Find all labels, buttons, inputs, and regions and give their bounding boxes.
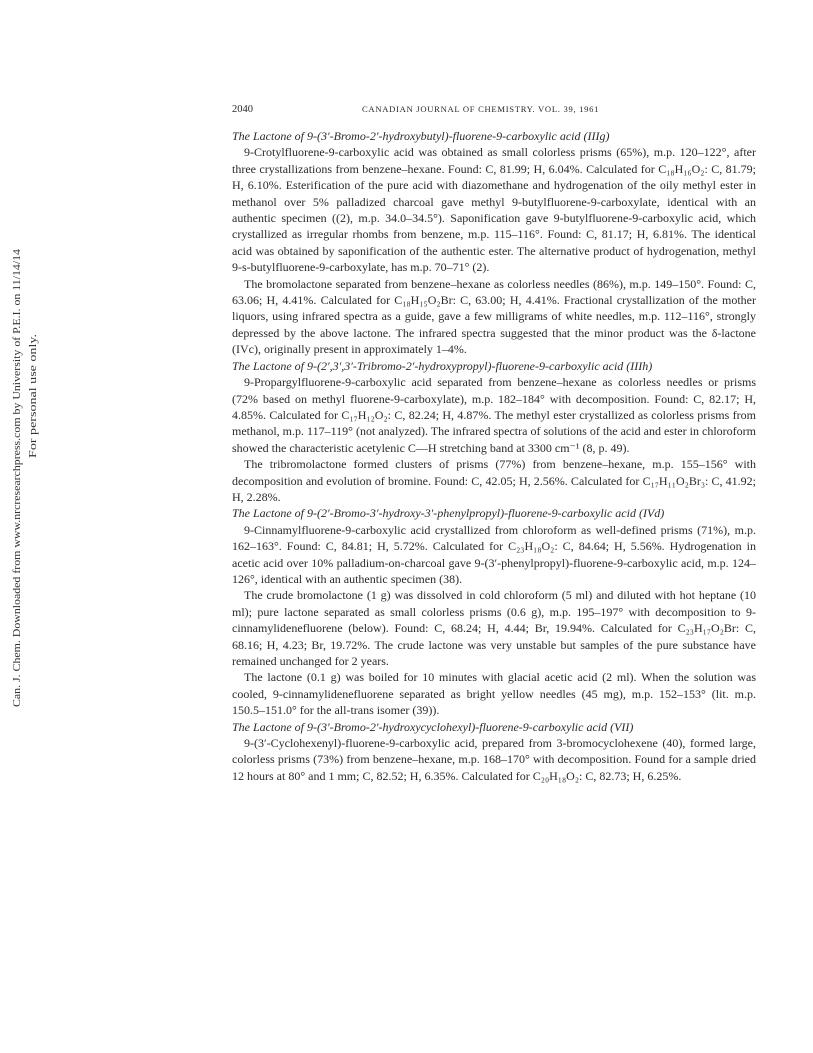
- section-lactone-ivd: [232, 505, 756, 718]
- paragraph: The tribromolactone formed clusters of prisms (77%) from benzene–hexane, m.p. 155–156° with decomposition and evolution of bromine. Found: C, 42.05; H, 2.56%. Calculated for C₁₇H₁₁O₂Br₃: C, 41.92; H, 2.28%.: [232, 457, 756, 504]
- watermark-line-1: Can. J. Chem. Downloaded from www.nrcresearchpress.com by University of P.E.I. on 11/14/14: [12, 297, 23, 707]
- section-lactone-iiih: [232, 358, 756, 506]
- section-heading: The Lactone of 9-(3′-Bromo-2′-hydroxybutyl)-fluorene-9-carboxylic acid (IIIg): [232, 129, 610, 143]
- watermark-line-2: For personal use only.: [28, 364, 39, 458]
- paragraph: The bromolactone separated from benzene–hexane as colorless needles (86%), m.p. 149–150°. Found: C, 63.06; H, 4.41%. Calculated for C₁₈H₁₅O₂Br: C, 63.00; H, 4.41%. Fractional crystallization of the mother liquors, using infrared spectra as a guide, gave a few milligrams of white needles, m.p. 112–116°, strongly depressed by the above lactone. The infrared spectra suggested that the minor product was the δ-lactone (IVc), originally present in approximately 1–4%.: [232, 276, 756, 357]
- paragraph: The crude bromolactone (1 g) was dissolved in cold chloroform (5 ml) and diluted with hot heptane (10 ml); pure lactone separated as small colorless prisms (0.6 g), m.p. 195–197° with decomposition to 9-cinnamylidenefluorene (below). Found: C, 68.24; H, 4.44; Br, 19.94%. Calculated for C₂₃H₁₇O₂Br: C, 68.16; H, 4.23; Br, 19.72%. The crude lactone was very unstable but samples of the pure substance have remained unchanged for 2 years.: [232, 588, 756, 668]
- section-lactone-vii: [232, 719, 756, 785]
- page-number: 2040: [232, 104, 253, 115]
- section-heading: The Lactone of 9-(3′-Bromo-2′-hydroxycyclohexyl)-fluorene-9-carboxylic acid (VII): [232, 719, 634, 734]
- section-heading: The Lactone of 9-(2′-Bromo-3′-hydroxy-3′-phenylpropyl)-fluorene-9-carboxylic acid (IVd): [232, 506, 665, 521]
- paragraph: 9-(3′-Cyclohexenyl)-fluorene-9-carboxylic acid, prepared from 3-bromocyclohexene (40), formed large, colorless prisms (73%) from benzene–hexane, m.p. 168–170° with decomposition. Found for a sample dried 12 hours at 80° and 1 mm; C, 82.52; H, 6.35%. Calculated for C₂₀H₁₈O₂: C, 82.73; H, 6.25%.: [232, 736, 756, 783]
- section-lactone-iiig: [232, 128, 756, 358]
- journal-title: CANADIAN JOURNAL OF CHEMISTRY. VOL. 39, 1961: [362, 104, 600, 114]
- paragraph: 9-Propargylfluorene-9-carboxylic acid separated from benzene–hexane as colorless needles or prisms (72% based on methyl fluorene-9-carboxylate), m.p. 182–184° with decomposition. Found: C, 82.17; H, 4.85%. Calculated for C₁₇H₁₂O₂: C, 82.24; H, 4.87%. The methyl ester crystallized as colorless prisms from methanol, m.p. 117–119° (not analyzed). The infrared spectra of solutions of the acid and ester in chloroform showed the characteristic acetylenic C—H stretching band at 3300 cm⁻¹ (8, p. 49).: [232, 375, 756, 455]
- paragraph: 9-Cinnamylfluorene-9-carboxylic acid crystallized from chloroform as well-defined prisms (71%), m.p. 162–163°. Found: C, 84.81; H, 5.72%. Calculated for C₂₃H₁₈O₂: C, 84.64; H, 5.56%. Hydrogenation in acetic acid over 10% palladium-on-charcoal gave 9-(3′-phenylpropyl)-fluorene-9-carboxylic acid, m.p. 124–126°, identical with an authentic specimen (38).: [232, 522, 756, 586]
- running-head: [232, 104, 756, 118]
- paragraph: 9-Crotylfluorene-9-carboxylic acid was obtained as small colorless prisms (65%), m.p. 120–122°, after three crystallizations from benzene–hexane. Found: C, 81.99; H, 6.04%. Calculated for C₁₈H₁₆O₂: C, 81.79; H, 6.10%. Esterification of the pure acid with diazomethane and hydrogenation of the oily methyl ester in methanol over 5% palladized charcoal gave methyl 9-butylfluorene-9-carboxylate, identical with an authentic specimen ((2), m.p. 34.0–34.5°). Saponification gave 9-butylfluorene-9-carboxylic acid, which crystallized as irregular rhombs from benzene, m.p. 115–116°. Found: C, 81.17; H, 6.81%. The identical acid was obtained by saponification of the authentic ester. The alternative product of hydrogenation, methyl 9-s-butylfluorene-9-carboxylate, has m.p. 70–71° (2).: [232, 145, 756, 275]
- journal-page: [232, 104, 756, 784]
- section-heading: The Lactone of 9-(2′,3′,3′-Tribromo-2′-hydroxypropyl)-fluorene-9-carboxylic acid (IIIh): [232, 358, 653, 373]
- download-watermark: [6, 248, 46, 708]
- paragraph: The lactone (0.1 g) was boiled for 10 minutes with glacial acetic acid (2 ml). When the solution was cooled, 9-cinnamylidenefluorene separated as bright yellow needles (45 mg), m.p. 152–153° (lit. m.p. 150.5–151.0° for the all-trans isomer (39)).: [232, 670, 756, 718]
